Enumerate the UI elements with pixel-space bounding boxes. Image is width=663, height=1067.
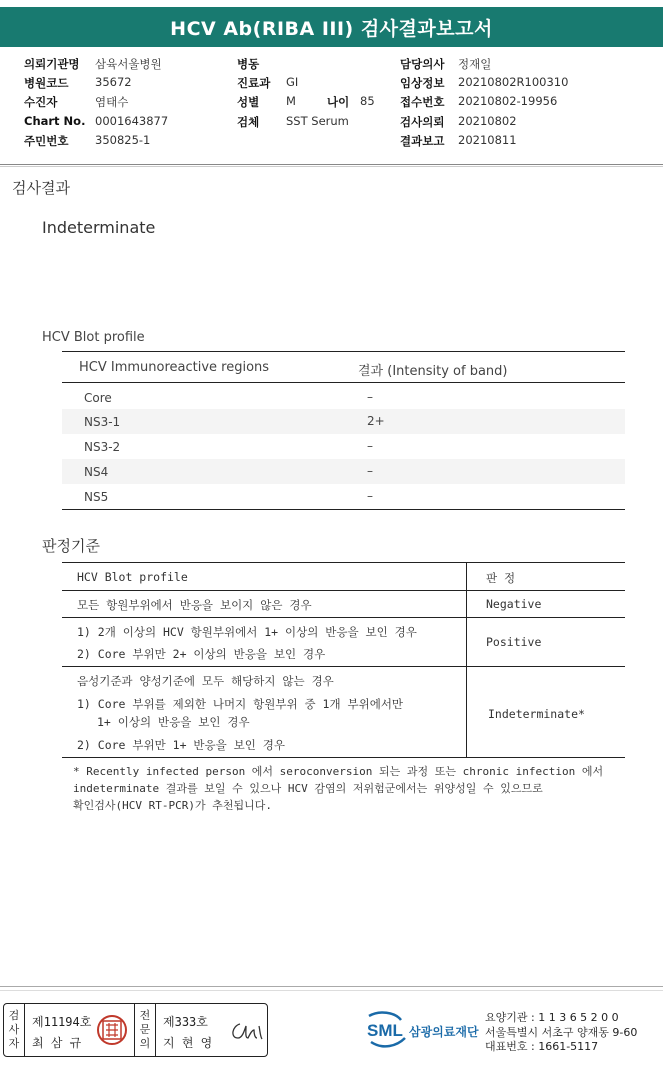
criteria-header-profile: HCV Blot profile: [77, 570, 188, 584]
info-value: 정재일: [458, 57, 492, 71]
info-value: 20210802: [458, 114, 517, 128]
info-label: 진료과: [237, 76, 271, 90]
info-label: 결과보고: [400, 134, 445, 148]
region-name: Core: [84, 391, 112, 405]
info-value: 염태수: [95, 95, 129, 109]
specialist-label: 전 문 의: [139, 1009, 151, 1050]
examiner-license: 제11194호: [32, 1015, 92, 1029]
region-result: –: [367, 464, 373, 478]
blot-header-region: HCV Immunoreactive regions: [79, 360, 270, 375]
examiner-name: 최 삼 규: [32, 1036, 82, 1050]
table-row: [62, 459, 625, 484]
positive-criterion-1: 1) 2개 이상의 HCV 항원부위에서 1+ 이상의 반응을 보인 경우: [77, 625, 417, 639]
region-name: NS3-2: [84, 440, 121, 454]
indeterminate-criterion-1: 1) Core 부위를 제외한 나머지 항원부위 중 1개 부위에서만: [77, 697, 404, 711]
indeterminate-judgement: Indeterminate*: [488, 707, 585, 721]
info-label: 담당의사: [400, 57, 445, 71]
criteria-table: [62, 562, 625, 758]
footer-divider: [0, 986, 663, 987]
table-row: [62, 409, 625, 434]
info-value: 35672: [95, 75, 132, 89]
region-name: NS5: [84, 490, 109, 504]
specialist-name: 지 현 영: [163, 1036, 213, 1050]
table-row: [62, 434, 625, 459]
info-value: 20210811: [458, 133, 517, 147]
info-value: 20210802-19956: [458, 94, 558, 108]
info-value: SST Serum: [286, 114, 349, 128]
result-value: Indeterminate: [42, 218, 156, 237]
table-rule: [62, 666, 625, 667]
info-label: 병원코드: [24, 76, 69, 90]
footnote-line: * Recently infected person 에서 seroconversion 되는 과정 또는 chronic infection 에서: [73, 765, 604, 778]
positive-criterion-2: 2) Core 부위만 2+ 이상의 반응을 보인 경우: [77, 647, 326, 661]
info-label: 임상정보: [400, 76, 445, 90]
seal-icon: [96, 1014, 128, 1046]
logo-text: SML: [367, 1021, 403, 1040]
table-row: [62, 484, 625, 509]
info-value: GI: [286, 75, 299, 89]
divider: [0, 164, 663, 165]
column-divider: [466, 562, 467, 758]
age-value: 85: [360, 94, 375, 108]
info-label: 수진자: [24, 95, 58, 109]
info-label: 접수번호: [400, 95, 445, 109]
table-rule: [62, 590, 625, 591]
signature-box: [3, 1003, 268, 1057]
info-label: 병동: [237, 57, 260, 71]
table-rule: [62, 509, 625, 510]
info-label: 의뢰기관명: [24, 57, 80, 71]
region-result: 2+: [367, 414, 385, 428]
indeterminate-criterion-1b: 1+ 이상의 반응을 보인 경우: [97, 715, 250, 729]
org-code: 요양기관 : 1 1 3 6 5 2 0 0: [485, 1011, 619, 1024]
region-result: –: [367, 390, 373, 404]
info-value: 0001643877: [95, 114, 169, 128]
info-value: M: [286, 94, 296, 108]
org-address: 서울특별시 서초구 양재동 9-60: [485, 1025, 638, 1039]
footnote-line: 확인검사(HCV RT-PCR)가 추천됩니다.: [73, 799, 272, 812]
info-label: 주민번호: [24, 134, 69, 148]
box-divider: [24, 1004, 25, 1056]
table-rule: [62, 351, 625, 352]
criteria-header-judgement: 판 정: [486, 571, 516, 585]
specialist-license: 제333호: [163, 1015, 208, 1029]
report-title: HCV Ab(RIBA III) 검사결과보고서: [0, 7, 663, 47]
divider: [0, 166, 663, 167]
info-value: 삼육서울병원: [95, 57, 162, 71]
org-name: 삼광의료재단: [409, 1025, 479, 1039]
section-title-result: 검사결과: [12, 179, 70, 197]
table-rule: [62, 382, 625, 383]
region-name: NS3-1: [84, 415, 121, 429]
age-label: 나이: [327, 95, 350, 109]
negative-criterion: 모든 항원부위에서 반응을 보이지 않은 경우: [77, 598, 312, 612]
info-label: 성별: [237, 95, 260, 109]
info-value: 350825-1: [95, 133, 151, 147]
info-label: 검체: [237, 115, 260, 129]
patient-info: [0, 54, 663, 164]
region-result: –: [367, 489, 373, 503]
box-divider: [134, 1004, 135, 1056]
footer-divider: [0, 990, 663, 991]
info-value: 20210802R100310: [458, 75, 569, 89]
region-name: NS4: [84, 465, 109, 479]
footnote-line: indeterminate 결과를 보일 수 있으나 HCV 감염의 저위험군에서는 위양성일 수 있으므로: [73, 782, 543, 795]
table-rule: [62, 562, 625, 563]
indeterminate-criterion-2: 2) Core 부위만 1+ 반응을 보인 경우: [77, 738, 286, 752]
box-divider: [155, 1004, 156, 1056]
org-phone: 대표번호 : 1661-5117: [485, 1040, 599, 1053]
region-result: –: [367, 439, 373, 453]
blot-title: HCV Blot profile: [42, 330, 145, 345]
blot-header-result: 결과 (Intensity of band): [358, 364, 508, 379]
indeterminate-criterion: 음성기준과 양성기준에 모두 해당하지 않는 경우: [77, 674, 334, 688]
table-row: [62, 385, 625, 410]
examiner-label: 검 사 자: [8, 1009, 20, 1050]
info-label: Chart No.: [24, 114, 86, 128]
criteria-title: 판정기준: [42, 537, 100, 555]
positive-judgement: Positive: [486, 635, 542, 649]
info-label: 검사의뢰: [400, 115, 445, 129]
signature-icon: [226, 1016, 266, 1046]
org-info: [485, 1011, 637, 1055]
negative-judgement: Negative: [486, 597, 542, 611]
table-rule: [62, 757, 625, 758]
table-rule: [62, 617, 625, 618]
footnote: [73, 763, 633, 814]
